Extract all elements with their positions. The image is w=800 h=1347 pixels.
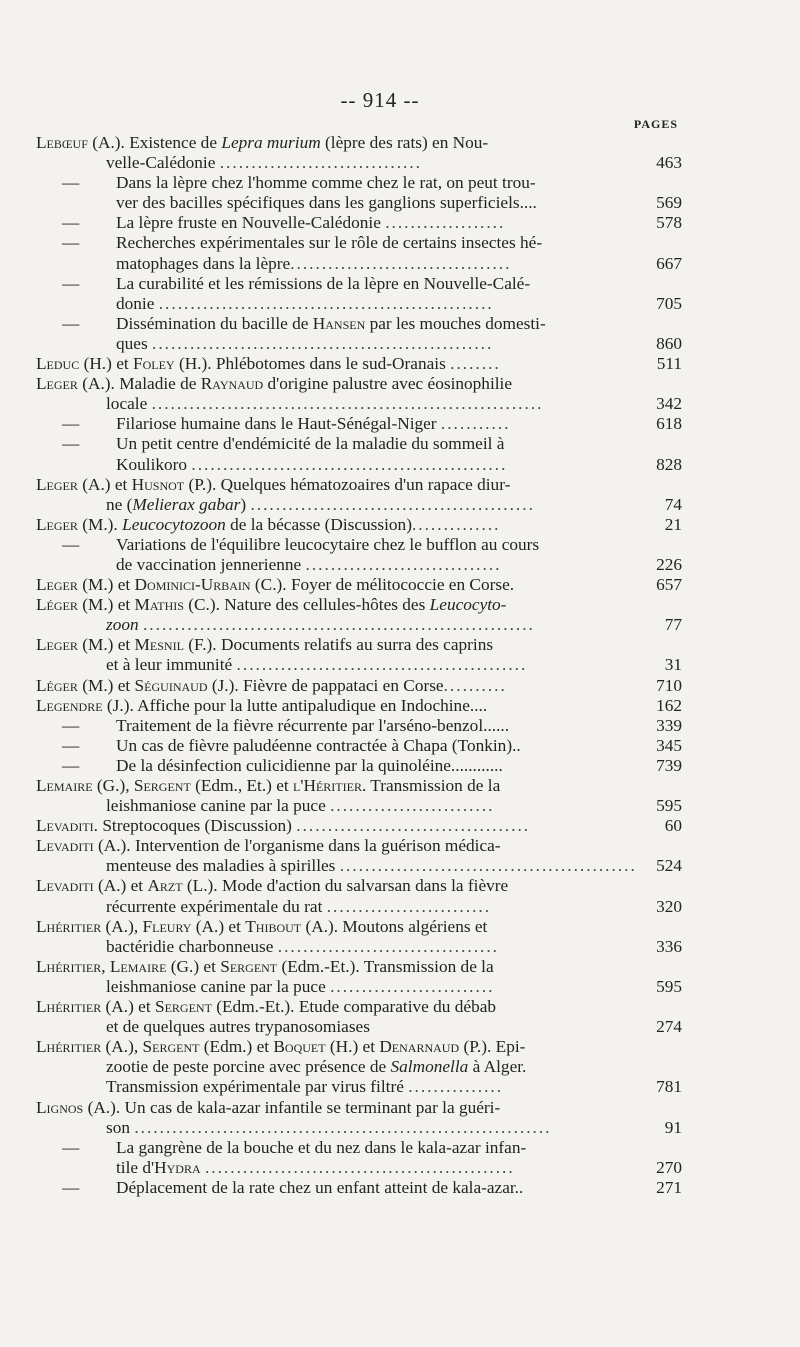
index-entry	[36, 173, 682, 213]
author-initials: (Edm.-Et.).	[281, 956, 360, 976]
author-initials: (C.).	[188, 595, 220, 615]
entry-text: (lèpre des rats) en Nou-	[325, 133, 489, 152]
page-ref: 336	[656, 936, 682, 956]
author: Lhéritier	[36, 916, 102, 936]
author: Leger	[36, 474, 78, 494]
author: Sergent	[220, 956, 278, 976]
index-entry	[36, 635, 682, 675]
index-entry	[36, 1138, 682, 1178]
page-ref: 162	[656, 695, 682, 715]
index-entry	[36, 475, 682, 515]
author: Sergent	[142, 1037, 200, 1057]
author: Sergent	[133, 776, 191, 795]
page-ref: 710	[656, 675, 682, 695]
index-entry	[36, 756, 682, 776]
entry-text: zootie de peste porcine avec présence de	[106, 1057, 387, 1077]
author-initials: (M.) et	[82, 635, 131, 655]
dash-mark: —	[62, 715, 80, 735]
author-initials: (A.).	[98, 836, 131, 856]
leader-dots: ......................................................	[152, 333, 494, 353]
author-initials: (M.) et	[82, 675, 131, 695]
dash-mark: —	[62, 173, 80, 193]
author: Léger	[36, 675, 78, 695]
author: Lemaire	[109, 956, 167, 976]
author-initials: (P.).	[463, 1037, 492, 1057]
index-entry	[36, 957, 682, 997]
entry-text: Transmission de la	[363, 956, 494, 976]
index-entry	[36, 515, 682, 535]
author: Léger	[36, 595, 78, 615]
page-ref: 345	[656, 735, 682, 755]
pages-column-header: PAGES	[633, 117, 678, 131]
entry-text: Nature des cellules-hôtes des	[224, 595, 426, 615]
entry-text: et de quelques autres trypanosomiases	[106, 1017, 370, 1037]
author: Lhéritier	[36, 997, 102, 1017]
leader-dots: ..............................................................	[151, 394, 544, 414]
author-initials: (H.) et	[83, 354, 129, 374]
author-initials: (M.) et	[82, 575, 131, 595]
entry-text: Un cas de fièvre paludéenne contractée à Chapa (Tonkin)..	[116, 735, 521, 755]
author: Dominici-Urbain	[134, 575, 251, 595]
dash-mark: —	[62, 313, 80, 333]
entry-text: Foyer de mélitococcie en Corse.	[290, 575, 515, 595]
author: Legendre	[36, 695, 103, 715]
italic-term: Salmonella	[390, 1057, 469, 1077]
author: Leger	[36, 575, 78, 595]
author: Mesnil	[134, 635, 184, 655]
index-entry	[36, 1178, 682, 1198]
index-entry	[36, 716, 682, 736]
index-entry	[36, 233, 682, 273]
page-ref: 77	[664, 615, 682, 635]
entry-text: De la désinfection culicidienne par la quinoléine............	[116, 755, 503, 775]
entry-text: Existence de	[129, 133, 217, 152]
leader-dots: ..........................	[330, 976, 495, 996]
leader-dots: .....................................................	[158, 293, 494, 313]
entry-text: locale	[106, 394, 148, 414]
entry-text: d'origine palustre avec éosinophilie	[267, 374, 513, 394]
entry-text: de vaccination jennerienne	[116, 554, 302, 574]
leader-dots: ...................................	[277, 936, 499, 956]
page-ref: 781	[656, 1077, 682, 1097]
dash-mark: —	[62, 735, 80, 755]
author-initials: (C.).	[254, 575, 287, 595]
index-entry	[36, 434, 682, 474]
entry-text: et à leur immunité	[106, 655, 233, 675]
entry-text: Moutons algériens et	[342, 916, 488, 936]
author-initials: (M.).	[82, 514, 118, 534]
author: Lhéritier,	[36, 956, 106, 976]
author-initials: (Edm., Et.) et	[195, 776, 289, 795]
page-ref: 657	[656, 575, 682, 595]
page-ref: 595	[656, 976, 682, 996]
leader-dots: ...............	[408, 1077, 504, 1097]
author: Denarnaud	[379, 1037, 460, 1057]
page-ref: 705	[656, 293, 682, 313]
index-entry	[36, 274, 682, 314]
page-ref: 578	[656, 213, 682, 233]
index-entry	[36, 133, 682, 173]
index-entry	[36, 876, 682, 916]
author-initials: (A.) et	[82, 474, 128, 494]
page-ref: 524	[656, 856, 682, 876]
index-entry	[36, 414, 682, 434]
index-entry	[36, 816, 682, 836]
leader-dots: ...................	[385, 213, 506, 233]
page-ref: 342	[656, 394, 682, 414]
dash-mark: —	[62, 414, 80, 434]
author: Lebœuf (A.).	[36, 133, 125, 152]
entry-text: velle-Calédonie	[106, 153, 216, 173]
leader-dots: .....................................	[296, 816, 531, 836]
page-ref: 828	[656, 454, 682, 474]
entry-text: leishmaniose canine par la puce	[106, 796, 326, 816]
entry-text: ques	[116, 333, 148, 353]
leader-dots: ..............................................	[236, 655, 528, 675]
author-initials: (A.),	[105, 916, 139, 936]
entry-text: matophages dans la lèpre	[116, 253, 291, 273]
entry-text: Recherches expérimentales sur le rôle de certains insectes hé-	[116, 233, 543, 253]
author: Lhéritier	[36, 1037, 102, 1057]
leader-dots: ...................................	[290, 253, 512, 273]
author-initials: (J.).	[106, 695, 134, 715]
author: Levaditi.	[36, 816, 98, 836]
author: Foley	[133, 354, 175, 374]
author-initials: (H.).	[178, 354, 212, 374]
author: Boquet	[273, 1037, 326, 1057]
page-ref: 667	[656, 253, 682, 273]
index-entry	[36, 374, 682, 414]
entry-text: ver des bacilles spécifiques dans les ganglions superficiels....	[116, 193, 537, 213]
dash-mark: —	[62, 1177, 80, 1197]
author: Levaditi	[36, 876, 94, 896]
author: Thibout	[245, 916, 302, 936]
entry-text: récurrente expérimentale du rat	[106, 896, 323, 916]
page-ref: 618	[656, 414, 682, 434]
author-initials: (G.) et	[170, 956, 216, 976]
page-ref: 31	[664, 655, 682, 675]
entry-text: Transmission de la	[370, 776, 501, 795]
proper-name: Raynaud	[200, 374, 264, 394]
page-ref: 270	[656, 1157, 682, 1177]
dash-mark: —	[62, 213, 80, 233]
entry-text: leishmaniose canine par la puce	[106, 976, 326, 996]
leader-dots: .............................................	[250, 494, 535, 514]
author-initials: (A.) et	[98, 876, 144, 896]
page-ref: 74	[664, 494, 682, 514]
entry-text: menteuse des maladies à spirilles	[106, 856, 336, 876]
index-entry	[36, 836, 682, 876]
index-entry	[36, 575, 682, 595]
leader-dots: ...............................................	[339, 856, 637, 876]
author: l'Héritier.	[293, 776, 367, 795]
entry-text: Etude comparative du débab	[298, 997, 497, 1017]
author: Leduc	[36, 354, 80, 374]
leader-dots: ........	[450, 354, 501, 374]
page-ref: 463	[656, 153, 682, 173]
dash-mark: —	[62, 755, 80, 775]
entry-text: Quelques hématozoaires d'un rapace diur-	[220, 474, 511, 494]
author: Sergent	[154, 997, 212, 1017]
leader-dots: ................................	[219, 153, 422, 173]
entry-text: Maladie de	[119, 374, 197, 394]
author-initials: (G.),	[96, 776, 130, 795]
italic-term: Lepra murium	[221, 133, 321, 152]
entry-text: Documents relatifs au surra des caprins	[220, 635, 494, 655]
dash-mark: —	[62, 233, 80, 253]
author-initials: (M.) et	[82, 595, 131, 615]
leader-dots: ..............	[411, 514, 501, 534]
dash-mark: —	[62, 534, 80, 554]
leader-dots: ..............................................................	[142, 615, 535, 635]
entry-text: par les mouches domesti-	[369, 313, 546, 333]
entry-text: La gangrène de la bouche et du nez dans le kala-azar infan-	[116, 1137, 527, 1157]
entry-text: son	[106, 1117, 131, 1137]
page-ref: 511	[656, 354, 682, 374]
entry-text: Intervention de l'organisme dans la guérison médica-	[134, 836, 501, 856]
author: Leger	[36, 514, 78, 534]
entry-text: Affiche pour la lutte antipaludique en Indochine....	[137, 695, 488, 715]
author-initials: (A.) et	[195, 916, 241, 936]
author-initials: (A.).	[305, 916, 339, 936]
author: Séguinaud	[134, 675, 208, 695]
entry-text: Un petit centre d'endémicité de la maladie du sommeil à	[116, 434, 505, 454]
entry-text: Koulikoro	[116, 454, 188, 474]
entry-text: bactéridie charbonneuse	[106, 936, 274, 956]
index-entry	[36, 535, 682, 575]
author: Arzt	[147, 876, 183, 896]
index-entry	[36, 917, 682, 957]
author-initials: (P.).	[188, 474, 217, 494]
entry-text: de la bécasse (Discussion)	[230, 514, 412, 534]
entry-text: Dissémination du bacille de	[116, 313, 309, 333]
proper-name: Hydra	[154, 1157, 201, 1177]
author-initials: (A.) et	[105, 997, 151, 1017]
dash-mark: —	[62, 1137, 80, 1157]
leader-dots: ..................................................	[191, 454, 508, 474]
page-ref: 569	[656, 193, 682, 213]
author: Leger	[36, 635, 78, 655]
entry-text: Dans la lèpre chez l'homme comme chez le rat, on peut trou-	[116, 173, 536, 193]
author-initials: (A.),	[105, 1037, 139, 1057]
entry-text: Traitement de la fièvre récurrente par l'arséno-benzol......	[116, 715, 510, 735]
entry-text: Transmission expérimentale par virus filtré	[106, 1077, 404, 1097]
leader-dots: .................................................	[204, 1157, 515, 1177]
entry-text: ne (	[106, 494, 133, 514]
index-entry	[36, 314, 682, 354]
page-ref: 271	[656, 1177, 682, 1197]
italic-term: Leucocytozoon	[122, 514, 226, 534]
author-initials: (A.).	[82, 374, 115, 394]
index-entry	[36, 736, 682, 756]
page-ref: 595	[656, 796, 682, 816]
author: Fleury	[142, 916, 192, 936]
index-entry	[36, 213, 682, 233]
index-entry	[36, 1037, 682, 1097]
page-number: -- 914 --	[340, 88, 420, 112]
author-initials: (A.).	[87, 1097, 121, 1117]
entry-text: Déplacement de la rate chez un enfant atteint de kala-azar..	[116, 1177, 524, 1197]
leader-dots: ..................................................................	[134, 1117, 552, 1137]
index-entry	[36, 696, 682, 716]
index-entry	[36, 354, 682, 374]
page-ref: 60	[664, 816, 682, 836]
entry-text: à Alger.	[472, 1057, 527, 1077]
entry-text: Streptocoques (Discussion)	[102, 816, 292, 836]
index-entry	[36, 676, 682, 696]
page-ref: 320	[656, 896, 682, 916]
entry-text: La lèpre fruste en Nouvelle-Calédonie	[116, 213, 381, 233]
author-initials: (J.).	[211, 675, 239, 695]
italic-term: Melierax gabar	[132, 494, 241, 514]
author: Leger	[36, 374, 78, 394]
entry-text: donie	[116, 293, 155, 313]
author: Mathis	[134, 595, 184, 615]
entry-text: tile d'	[116, 1157, 155, 1177]
author-initials: (Edm.-Et.).	[216, 997, 295, 1017]
leader-dots: ..........................	[326, 896, 492, 916]
page-ref: 274	[656, 1017, 682, 1037]
italic-term: Leucocyto-	[429, 595, 507, 615]
author: Husnot	[131, 474, 185, 494]
leader-dots: ...........	[440, 414, 511, 434]
page-ref: 21	[664, 514, 682, 534]
author: Lignos	[36, 1097, 84, 1117]
author-initials: (F.).	[188, 635, 217, 655]
entry-text: Fièvre de pappataci en Corse	[243, 675, 444, 695]
author-initials: (H.) et	[329, 1037, 375, 1057]
entry-text: Filariose humaine dans le Haut-Sénégal-Niger	[116, 414, 437, 434]
index-entry	[36, 1098, 682, 1138]
entry-text: Un cas de kala-azar infantile se terminant par la guéri-	[124, 1097, 501, 1117]
italic-term: zoon	[106, 615, 139, 635]
index-list	[36, 133, 682, 1198]
page-ref: 339	[656, 715, 682, 735]
index-entry	[36, 595, 682, 635]
entry-text: Phlébotomes dans le sud-Oranais	[215, 354, 446, 374]
entry-text: Mode d'action du salvarsan dans la fièvre	[221, 876, 509, 896]
proper-name: Hansen	[312, 313, 366, 333]
leader-dots: ..........	[443, 675, 507, 695]
page-ref: 739	[656, 755, 682, 775]
index-entry	[36, 776, 682, 816]
leader-dots: ...............................	[305, 554, 502, 574]
entry-text: )	[240, 494, 247, 514]
author-initials: (L.).	[186, 876, 218, 896]
entry-text: Variations de l'équilibre leucocytaire chez le bufflon au cours	[116, 534, 540, 554]
index-entry	[36, 997, 682, 1037]
page-ref: 91	[664, 1117, 682, 1137]
entry-text: Epi-	[495, 1037, 526, 1057]
leader-dots: ..........................	[330, 796, 495, 816]
page-ref: 860	[656, 333, 682, 353]
author: Levaditi	[36, 836, 94, 856]
dash-mark: —	[62, 434, 80, 454]
page-ref: 226	[656, 554, 682, 574]
author: Lemaire	[36, 776, 93, 795]
author-initials: (Edm.) et	[203, 1037, 270, 1057]
entry-text: La curabilité et les rémissions de la lèpre en Nouvelle-Calé-	[116, 273, 531, 293]
dash-mark: —	[62, 273, 80, 293]
